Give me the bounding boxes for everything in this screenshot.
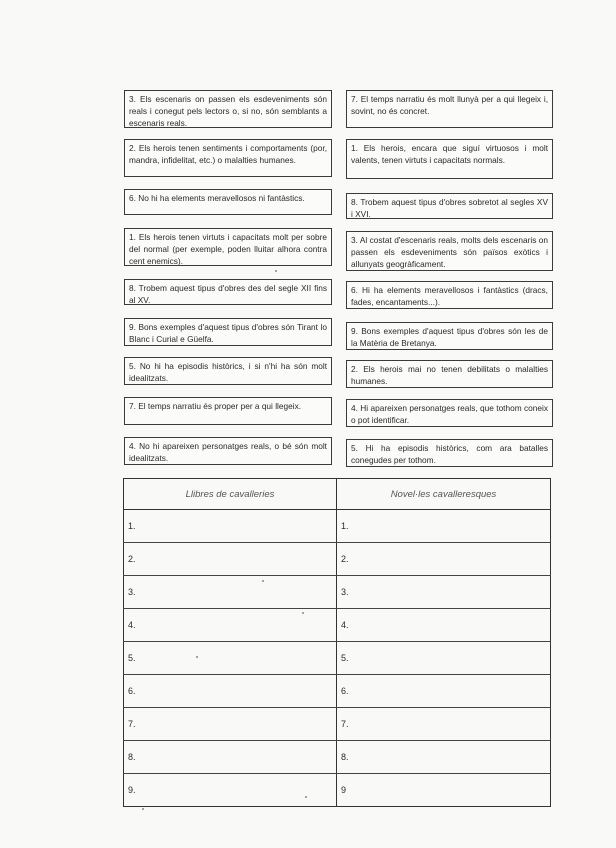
answer-cell-left[interactable]: 2. <box>124 543 337 576</box>
scan-speck <box>142 808 144 810</box>
statement-card-right-2[interactable]: 1. Els herois, encara que siguí virtuosos i molt valents, tenen virtuts i capacitats normals. <box>346 139 553 179</box>
header-novelles-cavalleresques: Novel·les cavalleresques <box>337 479 551 510</box>
statement-card-left-2[interactable]: 2. Els herois tenen sentiments i comportaments (por, mandra, infidelitat, etc.) o malalties humanes. <box>124 139 332 177</box>
answer-cell-right[interactable]: 1. <box>337 510 551 543</box>
statement-card-left-9[interactable]: 4. No hi apareixen personatges reals, o bé són molt idealitzats. <box>124 437 332 465</box>
scan-speck <box>262 580 264 582</box>
statement-card-left-7[interactable]: 5. No hi ha episodis històrics, i si n'hi ha són molt idealitzats. <box>124 357 332 385</box>
answer-cell-right[interactable]: 9 <box>337 774 551 807</box>
answer-cell-right[interactable]: 6. <box>337 675 551 708</box>
answer-cell-right[interactable]: 2. <box>337 543 551 576</box>
table-row <box>124 576 551 609</box>
table-row <box>124 543 551 576</box>
answer-cell-right[interactable]: 5. <box>337 642 551 675</box>
answer-cell-left[interactable]: 6. <box>124 675 337 708</box>
statement-card-right-4[interactable]: 3. Al costat d'escenaris reals, molts dels escenaris on passen els esdeveniments són països exòtics i allunyats geogràficament. <box>346 231 553 271</box>
statement-card-left-5[interactable]: 8. Trobem aquest tipus d'obres des del segle XII fins al XV. <box>124 279 332 305</box>
scan-speck <box>302 612 304 614</box>
statement-card-right-9[interactable]: 5. Hi ha episodis històrics, com ara batalles conegudes per tothom. <box>346 439 553 467</box>
statement-card-left-3[interactable]: 6. No hi ha elements meravellosos ni fantàstics. <box>124 189 332 215</box>
table-row <box>124 510 551 543</box>
answer-cell-left[interactable]: 8. <box>124 741 337 774</box>
answer-cell-right[interactable]: 8. <box>337 741 551 774</box>
answer-cell-left[interactable]: 5. <box>124 642 337 675</box>
statement-card-right-6[interactable]: 9. Bons exemples d'aquest tipus d'obres són les de la Matèria de Bretanya. <box>346 322 553 350</box>
answer-cell-left[interactable]: 3. <box>124 576 337 609</box>
answer-cell-left[interactable]: 1. <box>124 510 337 543</box>
scan-speck <box>275 270 277 272</box>
statement-card-right-7[interactable]: 2. Els herois mai no tenen debilitats o malalties humanes. <box>346 360 553 388</box>
table-row <box>124 609 551 642</box>
statement-card-right-8[interactable]: 4. Hi apareixen personatges reals, que tothom coneix o pot identificar. <box>346 399 553 427</box>
statement-card-right-3[interactable]: 8. Trobem aquest tipus d'obres sobretot al segles XV i XVI. <box>346 193 553 219</box>
table-row <box>124 774 551 807</box>
statement-card-left-8[interactable]: 7. El temps narratiu és proper per a qui llegeix. <box>124 397 332 425</box>
answer-cell-right[interactable]: 4. <box>337 609 551 642</box>
header-llibres-de-cavalleries: Llibres de cavalleries <box>124 479 337 510</box>
table-row <box>124 741 551 774</box>
table-row <box>124 708 551 741</box>
statement-card-right-5[interactable]: 6. Hi ha elements meravellosos i fantàstics (dracs, fades, encantaments...). <box>346 281 553 309</box>
answer-cell-left[interactable]: 4. <box>124 609 337 642</box>
scan-speck <box>305 796 307 798</box>
statement-card-right-1[interactable]: 7. El temps narratiu és molt llunyà per a qui llegeix i, sovint, no és concret. <box>346 90 553 128</box>
answer-cell-left[interactable]: 9. <box>124 774 337 807</box>
statement-card-left-6[interactable]: 9. Bons exemples d'aquest tipus d'obres són Tirant lo Blanc i Curial e Güelfa. <box>124 318 332 346</box>
classification-table <box>123 478 551 807</box>
statement-card-left-4[interactable]: 1. Els herois tenen virtuts i capacitats molt per sobre del normal (per exemple, poden lluitar alhora contra cent enemics). <box>124 228 332 266</box>
answer-cell-right[interactable]: 3. <box>337 576 551 609</box>
table-row <box>124 642 551 675</box>
statement-card-left-1[interactable]: 3. Els escenaris on passen els esdeveniments són reals i conegut pels lectors o, si no, són semblants a escenaris reals. <box>124 90 332 128</box>
scan-speck <box>196 656 198 658</box>
answer-cell-left[interactable]: 7. <box>124 708 337 741</box>
answer-cell-right[interactable]: 7. <box>337 708 551 741</box>
table-row <box>124 675 551 708</box>
